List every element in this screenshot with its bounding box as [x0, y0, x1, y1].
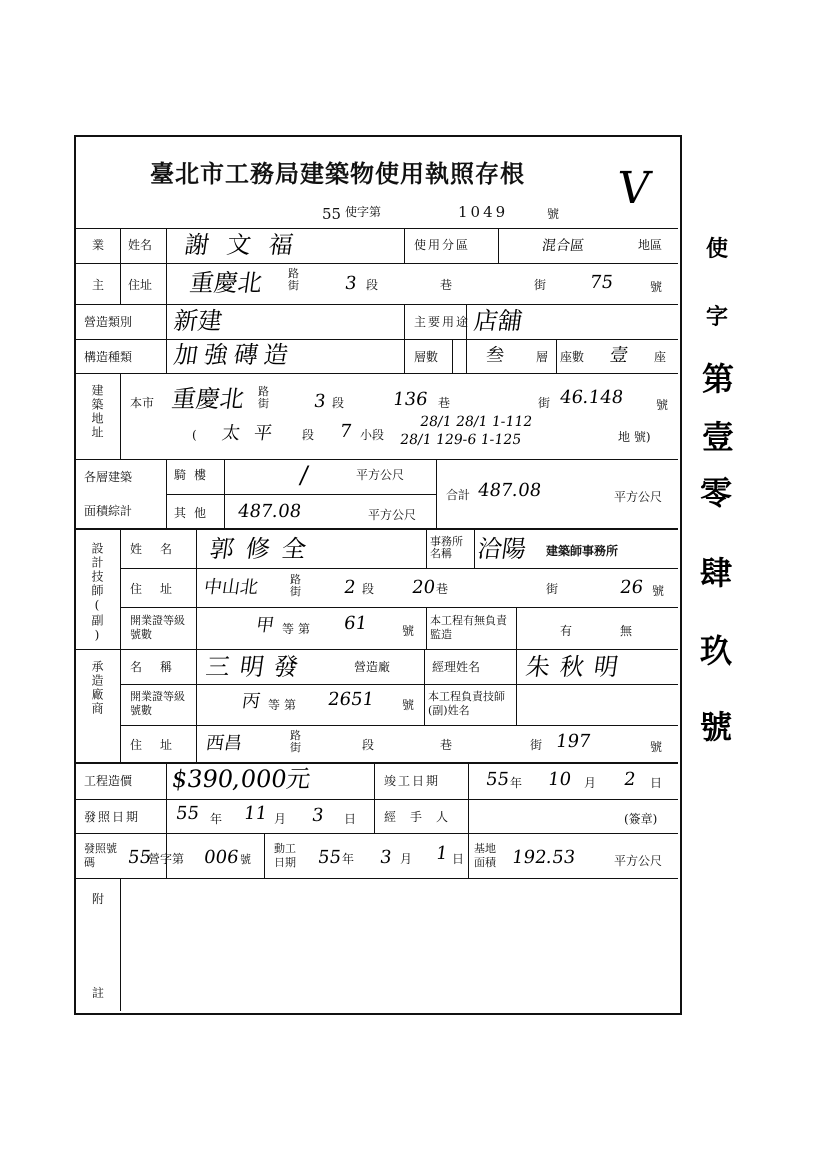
- contractor-license-number: 2651: [326, 689, 376, 710]
- contractor-address-number: 197: [554, 731, 592, 752]
- start-label: 動工日期: [274, 842, 296, 869]
- office-label: 事務所名稱: [430, 535, 463, 560]
- site-lane-label: 巷: [438, 396, 451, 410]
- designer-address-lane: 20: [410, 577, 437, 598]
- handler-label: 經手人: [384, 810, 463, 824]
- site-lots-2: 28/1 129-6 1-125: [398, 432, 523, 448]
- issue-month-label: 月: [274, 812, 287, 826]
- completion-day-label: 日: [650, 776, 663, 790]
- manager-value: 朱秋明: [524, 653, 630, 681]
- designer-license-mid: 等第: [282, 622, 315, 636]
- contractor-alley-label: 街: [530, 738, 543, 752]
- issue-day: 3: [310, 805, 325, 826]
- construction-type-value: 新建: [172, 307, 224, 335]
- owner-lane-label: 巷: [440, 278, 453, 292]
- side-char-7: 玖: [700, 632, 733, 670]
- designer-name: 郭修全: [208, 535, 320, 563]
- office-value: 洽陽: [476, 535, 528, 563]
- other-value: 487.08: [236, 501, 303, 522]
- floors-value: 叁: [484, 345, 506, 366]
- owner-number-label: 號: [650, 280, 663, 294]
- designer-address-number: 26: [618, 577, 645, 598]
- side-char-3: 第: [702, 360, 735, 398]
- contractor-factory-label: 營造廠: [354, 660, 391, 674]
- contractor-lane-label: 巷: [440, 738, 453, 752]
- permit-number-suffix: 號: [547, 207, 560, 221]
- owner-name: 謝文福: [183, 231, 313, 259]
- completion-year-label: 年: [510, 776, 523, 790]
- issue-year-label: 年: [210, 812, 223, 826]
- site-subsection-label: 小段: [360, 428, 385, 442]
- supervision-alt: 無: [620, 624, 633, 638]
- site-subsection: 7: [338, 421, 353, 442]
- base-label: 基地面積: [474, 842, 496, 869]
- permit-number-value: 006: [202, 847, 240, 868]
- site-number: 46.148: [558, 387, 625, 408]
- start-year: 55: [316, 847, 343, 868]
- contractor-number-label: 號: [650, 740, 663, 754]
- completion-year: 55: [484, 769, 511, 790]
- buildings-value: 壹: [608, 345, 630, 366]
- site-district: 太平: [220, 423, 288, 444]
- owner-address-number: 75: [588, 272, 615, 293]
- contractor-address-label: 住址: [130, 738, 191, 752]
- zone-value: 混合區: [540, 238, 586, 254]
- site-lots-1: 28/1 28/1 1-112: [418, 414, 534, 430]
- completion-label: 竣工日期: [384, 774, 441, 788]
- base-value: 192.53: [510, 847, 577, 868]
- permit-number-suffix: 號: [240, 853, 251, 866]
- designer-address-label: 住址: [130, 582, 191, 596]
- remarks-label-2: 註: [92, 986, 105, 1000]
- zone-suffix: 地區: [638, 238, 663, 252]
- contractor-license-suffix: 號: [402, 698, 415, 712]
- construction-type-label: 營造類別: [84, 315, 133, 329]
- buildings-unit: 座: [654, 350, 667, 364]
- side-char-1: 使: [706, 236, 729, 262]
- site-lots-label: 地 號): [618, 430, 651, 444]
- site-road-label: 路 街: [258, 385, 269, 410]
- designer-number-label: 號: [652, 584, 665, 598]
- remarks-label-1: 附: [92, 892, 105, 906]
- completion-day: 2: [622, 769, 637, 790]
- owner-road-label: 路 街: [288, 267, 299, 292]
- arcade-label: 騎樓: [174, 468, 215, 482]
- site-section: 3: [312, 391, 327, 412]
- designer-license-number: 61: [342, 613, 369, 634]
- floors-label: 層數: [414, 350, 439, 364]
- start-month-label: 月: [400, 852, 413, 866]
- designer-lane-label: 巷: [436, 582, 449, 596]
- start-year-label: 年: [342, 852, 355, 866]
- check-mark: V: [614, 163, 654, 214]
- designer-section-label: 段: [362, 582, 375, 596]
- contractor-license-grade: 丙: [240, 691, 262, 712]
- side-char-6: 肆: [700, 554, 733, 592]
- tech-label: 本工程負責技師(副)姓名: [428, 690, 505, 717]
- site-lane: 136: [391, 389, 429, 410]
- buildings-label: 座數: [560, 350, 585, 364]
- contractor-license-mid: 等第: [268, 698, 301, 712]
- floors-unit: 層: [536, 350, 549, 364]
- office-suffix: 建築師事務所: [546, 544, 619, 558]
- start-day-label: 日: [452, 852, 465, 866]
- completion-month: 10: [546, 769, 573, 790]
- site-label: 建築地址: [90, 384, 104, 440]
- issue-year: 55: [174, 803, 201, 824]
- site-paren-open: (: [192, 428, 197, 442]
- area-label-2: 面積綜計: [84, 504, 133, 518]
- designer-license-label: 開業證等級號數: [130, 614, 185, 641]
- other-label: 其他: [174, 506, 215, 520]
- arcade-unit: 平方公尺: [356, 468, 405, 482]
- total-unit: 平方公尺: [614, 490, 663, 504]
- contractor-address-street: 西昌: [204, 733, 244, 754]
- site-section-label: 段: [332, 396, 345, 410]
- supervision-label: 本工程有無負責監造: [430, 614, 507, 641]
- completion-month-label: 月: [584, 776, 597, 790]
- owner-section-label-2: 主: [92, 278, 105, 292]
- total-value: 487.08: [476, 480, 543, 501]
- manager-label: 經理姓名: [432, 660, 481, 674]
- contractor-section-label: 承造廠商: [90, 660, 104, 716]
- contractor-name: 三明發: [204, 653, 310, 681]
- owner-name-label: 姓名: [128, 238, 153, 252]
- designer-address-section: 2: [342, 577, 357, 598]
- owner-section-label: 段: [366, 278, 379, 292]
- start-day: 1: [434, 843, 449, 864]
- site-number-label: 號: [656, 398, 669, 412]
- permit-number-prefix: 55: [126, 847, 153, 868]
- site-city: 本市: [130, 396, 155, 410]
- structure-value: 加強磚造: [172, 341, 296, 369]
- area-label-1: 各層建築: [84, 470, 133, 484]
- base-unit: 平方公尺: [614, 854, 663, 868]
- supervision-value: 有: [560, 624, 573, 638]
- site-alley-label: 街: [538, 396, 551, 410]
- contractor-license-label: 開業證等級號數: [130, 690, 185, 717]
- side-char-5: 零: [700, 474, 733, 512]
- permit-label: 發照號碼: [84, 842, 117, 869]
- form-title: 臺北市工務局建築物使用執照存根: [150, 159, 525, 188]
- owner-address-section: 3: [343, 273, 358, 294]
- site-district-label: 段: [302, 428, 315, 442]
- designer-license-suffix: 號: [402, 624, 415, 638]
- designer-road-label: 路 街: [290, 573, 301, 598]
- permit-number: 1049: [458, 203, 509, 221]
- zone-label: 使用分區: [414, 238, 471, 252]
- permit-prefix: 55: [322, 205, 342, 223]
- owner-alley-label: 街: [534, 278, 547, 292]
- structure-label: 構造種類: [84, 350, 133, 364]
- contractor-name-label: 名稱: [130, 660, 191, 674]
- designer-address-street: 中山北: [202, 577, 260, 598]
- owner-address-label: 住址: [128, 278, 153, 292]
- designer-license-grade: 甲: [254, 615, 276, 636]
- main-use-value: 店舖: [472, 307, 524, 335]
- other-unit: 平方公尺: [368, 508, 417, 522]
- issue-label: 發照日期: [84, 810, 141, 824]
- owner-address-street: 重慶北: [188, 269, 264, 297]
- main-use-label: 主要用途: [414, 315, 471, 329]
- site-street: 重慶北: [170, 385, 246, 413]
- side-char-4: 壹: [702, 418, 735, 456]
- contractor-road-label: 路 街: [290, 729, 301, 754]
- total-label: 合計: [446, 488, 471, 502]
- contractor-section-label-text: 段: [362, 738, 375, 752]
- seal-label: (簽章): [624, 812, 658, 826]
- permit-prefix-label: 使字第: [345, 205, 382, 219]
- issue-day-label: 日: [344, 812, 357, 826]
- cost-value: $390,000元: [170, 765, 313, 793]
- owner-section-label-1: 業: [92, 238, 105, 252]
- cost-label: 工程造價: [84, 774, 133, 788]
- arcade-value: /: [298, 461, 311, 489]
- designer-name-label: 姓名: [130, 542, 191, 556]
- side-char-2: 字: [706, 304, 729, 330]
- start-month: 3: [378, 847, 393, 868]
- side-char-8: 號: [700, 708, 733, 746]
- permit-number-label: 營字第: [148, 852, 185, 866]
- designer-section-label: 設計技師(副): [90, 542, 104, 644]
- issue-month: 11: [242, 803, 269, 824]
- designer-alley-label: 街: [546, 582, 559, 596]
